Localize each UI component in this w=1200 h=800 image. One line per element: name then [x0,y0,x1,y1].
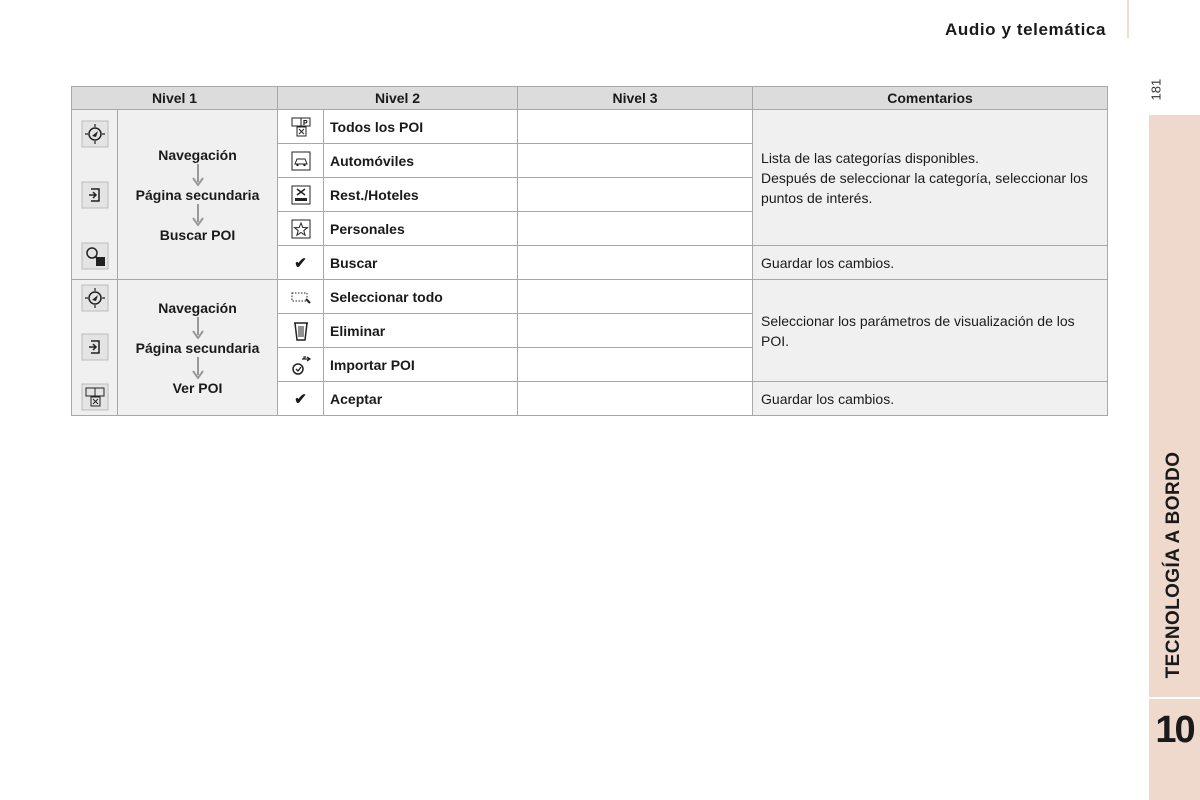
page-number: 181 [1148,78,1164,101]
nivel3-cell [518,212,753,246]
check-icon: ✔ [294,254,307,272]
secondary-page-icon [81,333,109,361]
nivel2-label: Eliminar [324,314,518,348]
chapter-side-tab [1149,115,1200,800]
nivel1-path-cell [118,280,278,416]
nivel2-label: Automóviles [324,144,518,178]
nivel1-icons-cell [72,280,118,416]
nivel3-cell [518,314,753,348]
star-icon [290,218,312,240]
nivel2-label: Rest./Hoteles [324,178,518,212]
view-poi-icon [81,383,109,411]
nivel2-label: Personales [324,212,518,246]
nivel1-buscar-poi: Buscar POI [159,226,236,243]
comment-cell [753,382,1108,416]
all-poi-icon [290,116,312,138]
nivel1-navegacion: Navegación [158,299,237,316]
chapter-divider [1149,697,1200,699]
secondary-page-icon [81,181,109,209]
navigation-icon [81,284,109,312]
arrow-down-icon [192,164,204,186]
nivel3-cell [518,110,753,144]
arrow-down-icon [192,204,204,226]
arrow-down-icon [192,317,204,339]
chapter-label: TECNOLOGÍA A BORDO [1163,451,1184,679]
table-row [72,280,1108,314]
usb-import-icon [290,354,312,376]
chapter-number: 10 [1155,709,1194,751]
header-nivel1: Nivel 1 [72,87,278,110]
nivel2-label: Seleccionar todo [324,280,518,314]
nivel3-cell [518,144,753,178]
navigation-icon [81,120,109,148]
header-divider [1127,0,1129,38]
svg-text:P: P [302,119,308,127]
comment-cell [753,280,1108,382]
nivel3-cell [518,246,753,280]
comment-text: Guardar los cambios. [761,254,895,271]
nivel3-cell [518,348,753,382]
nivel1-navegacion: Navegación [158,146,237,163]
nivel1-pagina-secundaria: Página secundaria [135,339,260,356]
check-icon: ✔ [294,390,307,408]
comment-cell [753,246,1108,280]
select-all-icon [290,286,312,308]
nivel3-cell [518,280,753,314]
nivel1-icons-cell [72,110,118,280]
header-nivel3: Nivel 3 [518,87,753,110]
nivel2-label: Importar POI [324,348,518,382]
section-title: Audio y telemática [944,20,1106,39]
nivel1-path-cell [118,110,278,280]
nivel1-pagina-secundaria: Página secundaria [135,186,260,203]
table-header-row [72,87,1108,110]
comment-cell [753,110,1108,246]
nivel1-ver-poi: Ver POI [172,379,223,396]
comment-text: Lista de las categorías disponibles. Después de seleccionar la categoría, seleccionar los puntos de interés. [761,149,1088,206]
nivel2-label: Todos los POI [324,110,518,144]
header-comentarios: Comentarios [753,87,1108,110]
nivel3-cell [518,178,753,212]
arrow-down-icon [192,357,204,379]
comment-text: Guardar los cambios. [761,390,895,407]
search-poi-icon [81,242,109,270]
hotel-icon [290,184,312,206]
header-nivel2: Nivel 2 [278,87,518,110]
trash-icon [290,320,312,342]
nivel2-label: Buscar [324,246,518,280]
nivel3-cell [518,382,753,416]
car-icon [290,150,312,172]
table-row [72,110,1108,144]
nivel2-label: Aceptar [324,382,518,416]
menu-table [71,86,1108,416]
comment-text: Seleccionar los parámetros de visualización de los POI. [761,312,1075,349]
